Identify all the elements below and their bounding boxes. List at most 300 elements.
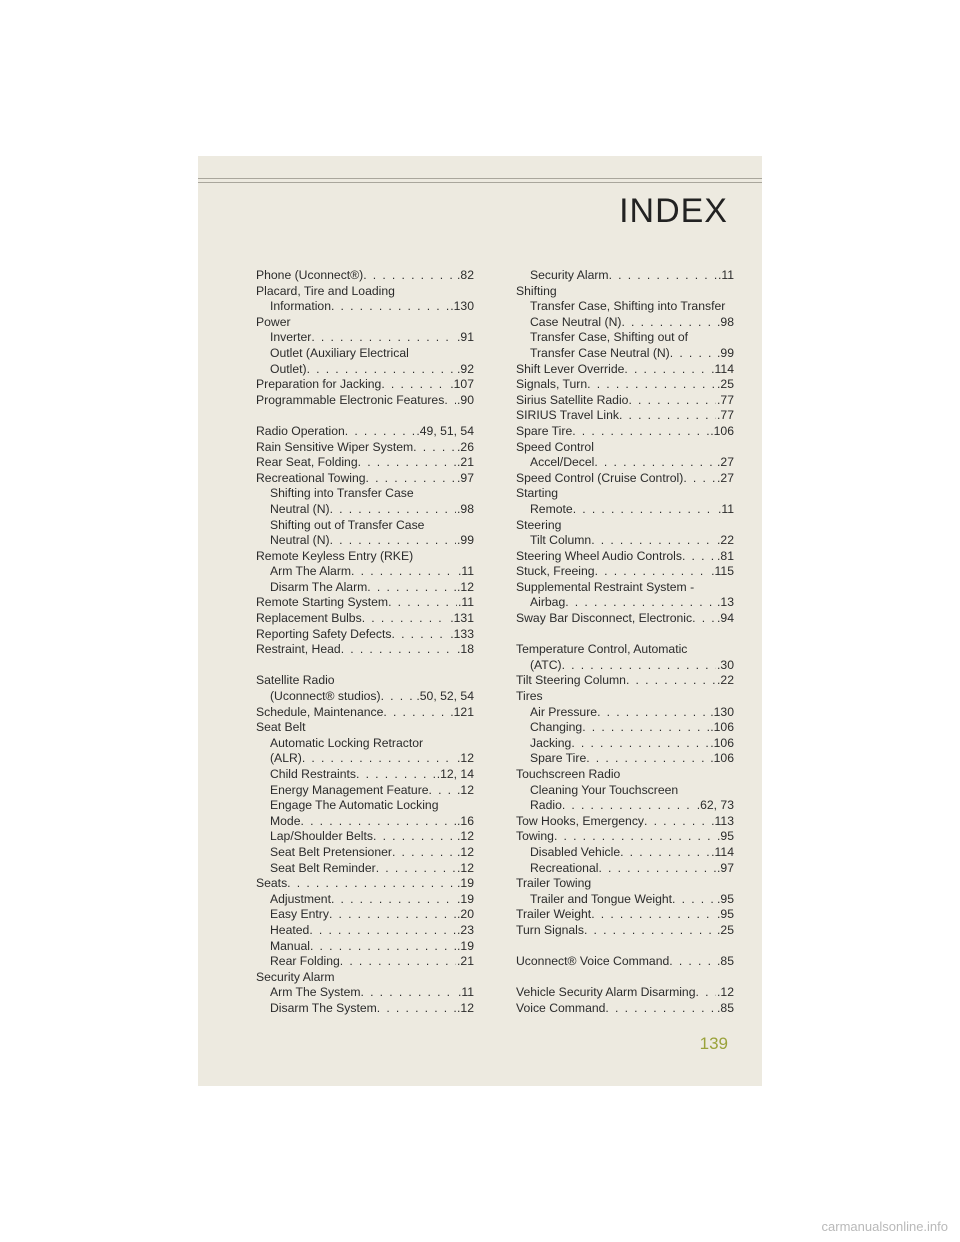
index-subentry xyxy=(256,767,474,783)
entry-page-ref: .49, 51, 54 xyxy=(416,423,474,438)
entry-page-ref: .62, 73 xyxy=(696,798,734,813)
entry-term: Rear Seat, Folding xyxy=(256,455,358,470)
entry-term: Tilt Steering Column xyxy=(516,673,626,688)
entry-page-ref: .95 xyxy=(717,907,734,922)
index-subentry xyxy=(256,783,474,799)
dot-leader xyxy=(383,705,449,721)
entry-page-ref: .115 xyxy=(711,564,734,579)
entry-page-ref: .12 xyxy=(457,844,474,859)
dot-leader xyxy=(356,767,436,783)
entry-page-ref: .22 xyxy=(717,673,734,688)
dot-leader xyxy=(311,330,456,346)
entry-term: Seats xyxy=(256,876,288,891)
index-subentry xyxy=(516,533,734,549)
index-entry xyxy=(256,627,474,643)
entry-term: Changing xyxy=(530,720,583,735)
entry-term: Rear Folding xyxy=(270,954,340,969)
dot-leader xyxy=(565,595,716,611)
entry-term: Accel/Decel xyxy=(530,455,595,470)
index-subentry xyxy=(516,502,734,518)
dot-leader xyxy=(373,829,456,845)
index-subentry xyxy=(256,798,474,814)
dot-leader xyxy=(584,923,716,939)
dot-leader xyxy=(331,299,449,315)
index-entry xyxy=(256,705,474,721)
entry-term: Vehicle Security Alarm Disarming xyxy=(516,985,696,1000)
index-subentry xyxy=(256,299,474,315)
index-entry xyxy=(256,440,474,456)
dot-leader xyxy=(310,939,456,955)
dot-leader xyxy=(692,611,716,627)
index-entry xyxy=(256,424,474,440)
entry-term: Turn Signals xyxy=(516,922,584,937)
entry-term: Seat Belt Pretensioner xyxy=(270,844,392,859)
dot-leader xyxy=(598,861,716,877)
index-subentry xyxy=(516,736,734,752)
index-entry xyxy=(516,689,734,705)
index-entry xyxy=(516,471,734,487)
entry-page-ref: .19 xyxy=(457,876,474,891)
index-entry xyxy=(516,580,734,596)
index-subentry xyxy=(256,486,474,502)
index-gap xyxy=(516,627,734,643)
dot-leader xyxy=(329,907,456,923)
entry-page-ref: .91 xyxy=(457,330,474,345)
dot-leader xyxy=(619,408,716,424)
entry-term: Disabled Vehicle xyxy=(530,844,621,859)
entry-page-ref: .95 xyxy=(717,829,734,844)
entry-page-ref: .77 xyxy=(717,392,734,407)
entry-term: Arm The Alarm xyxy=(270,564,352,579)
index-column-left xyxy=(256,268,474,1017)
index-entry xyxy=(516,814,734,830)
dot-leader xyxy=(341,642,456,658)
dot-leader xyxy=(573,502,717,518)
index-entry xyxy=(256,611,474,627)
entry-page-ref: .11 xyxy=(717,268,734,282)
entry-term: Disarm The Alarm xyxy=(270,579,368,594)
index-entry xyxy=(256,284,474,300)
index-subentry xyxy=(256,954,474,970)
dot-leader xyxy=(392,627,450,643)
entry-page-ref: .25 xyxy=(717,377,734,392)
index-entry xyxy=(256,642,474,658)
dot-leader xyxy=(696,985,717,1001)
index-entry xyxy=(516,284,734,300)
entry-page-ref: .18 xyxy=(457,642,474,657)
entry-page-ref: .27 xyxy=(717,455,734,470)
entry-term: Remote Keyless Entry (RKE) xyxy=(256,548,414,563)
entry-term: Steering Wheel Audio Controls xyxy=(516,548,682,563)
index-subentry xyxy=(256,346,474,362)
entry-term: Tilt Column xyxy=(530,533,592,548)
entry-page-ref: .94 xyxy=(717,611,734,626)
index-subentry xyxy=(256,1001,474,1017)
dot-leader xyxy=(624,362,710,378)
index-entry xyxy=(516,440,734,456)
index-subentry xyxy=(256,689,474,705)
index-entry xyxy=(256,595,474,611)
index-subentry xyxy=(516,455,734,471)
index-entry xyxy=(516,907,734,923)
dot-leader xyxy=(605,1001,716,1017)
entry-page-ref: .11 xyxy=(457,564,474,579)
entry-term: Restraint, Head xyxy=(256,642,341,657)
index-entry xyxy=(516,424,734,440)
index-entry xyxy=(516,876,734,892)
dot-leader xyxy=(361,985,457,1001)
entry-page-ref: .98 xyxy=(717,314,734,329)
entry-term: Airbag xyxy=(530,595,566,610)
entry-term: Spare Tire xyxy=(516,423,573,438)
index-entry xyxy=(256,268,474,284)
entry-term: Security Alarm xyxy=(256,969,335,984)
entry-term: Programmable Electronic Features xyxy=(256,392,445,407)
index-gap xyxy=(516,970,734,986)
entry-page-ref: .50, 52, 54 xyxy=(416,689,474,704)
entry-term: Remote Starting System xyxy=(256,595,389,610)
entry-term: Case Neutral (N) xyxy=(530,314,622,329)
dot-leader xyxy=(340,954,456,970)
entry-term: Signals, Turn xyxy=(516,377,588,392)
dot-leader xyxy=(302,751,456,767)
entry-page-ref: .90 xyxy=(457,392,474,407)
entry-term: Sirius Satellite Radio xyxy=(516,392,629,407)
index-subentry xyxy=(516,892,734,908)
entry-page-ref: .12, 14 xyxy=(436,767,474,781)
index-entry xyxy=(256,471,474,487)
index-entry xyxy=(516,673,734,689)
entry-term: (Uconnect® studios) xyxy=(270,689,381,704)
dot-leader xyxy=(376,861,456,877)
dot-leader xyxy=(358,455,456,471)
index-entry xyxy=(256,549,474,565)
index-subentry xyxy=(516,595,734,611)
index-entry xyxy=(256,673,474,689)
index-subentry xyxy=(256,564,474,580)
dot-leader xyxy=(587,377,716,393)
entry-page-ref: .25 xyxy=(717,922,734,937)
entry-page-ref: .22 xyxy=(717,533,734,548)
index-subentry xyxy=(256,502,474,518)
entry-term: Outlet (Auxiliary Electrical xyxy=(270,345,409,360)
entry-term: Touchscreen Radio xyxy=(516,767,621,781)
index-subentry xyxy=(516,315,734,331)
index-subentry xyxy=(256,985,474,1001)
entry-term: Voice Command xyxy=(516,1000,606,1015)
index-entry xyxy=(256,876,474,892)
entry-page-ref: .97 xyxy=(457,470,474,485)
entry-page-ref: .99 xyxy=(717,345,734,360)
index-gap xyxy=(516,939,734,955)
page-title: INDEX xyxy=(619,192,728,230)
entry-term: Remote xyxy=(530,501,573,516)
index-entry xyxy=(516,486,734,502)
entry-page-ref: .12 xyxy=(457,751,474,766)
entry-page-ref: .27 xyxy=(717,470,734,485)
index-entry xyxy=(516,549,734,565)
entry-term: Spare Tire xyxy=(530,751,587,766)
dot-leader xyxy=(571,736,709,752)
entry-term: Recreational xyxy=(530,860,599,875)
entry-page-ref: .11 xyxy=(717,501,734,516)
index-entry xyxy=(516,518,734,534)
index-subentry xyxy=(516,798,734,814)
index-subentry xyxy=(516,658,734,674)
entry-page-ref: .23 xyxy=(457,922,474,937)
entry-page-ref: .114 xyxy=(711,844,734,859)
entry-page-ref: .30 xyxy=(717,657,734,672)
entry-page-ref: .92 xyxy=(457,361,474,376)
index-subentry xyxy=(516,783,734,799)
index-entry xyxy=(256,377,474,393)
entry-page-ref: .12 xyxy=(457,829,474,844)
entry-term: Trailer Towing xyxy=(516,876,592,891)
entry-term: Recreational Towing xyxy=(256,470,366,485)
entry-term: Towing xyxy=(516,829,554,844)
index-subentry xyxy=(256,362,474,378)
entry-term: Inverter xyxy=(270,330,312,345)
dot-leader xyxy=(366,471,457,487)
entry-page-ref: .98 xyxy=(457,501,474,516)
entry-term: Starting xyxy=(516,486,559,501)
entry-page-ref: .21 xyxy=(457,954,474,969)
dot-leader xyxy=(307,362,456,378)
entry-term: Sway Bar Disconnect, Electronic xyxy=(516,611,693,626)
dot-leader xyxy=(345,424,416,440)
entry-term: Reporting Safety Defects xyxy=(256,626,392,641)
entry-page-ref: .12 xyxy=(457,782,474,797)
entry-page-ref: .11 xyxy=(457,985,474,1000)
entry-term: Manual xyxy=(270,938,310,953)
entry-term: Seat Belt Reminder xyxy=(270,860,376,875)
entry-term: Seat Belt xyxy=(256,720,306,735)
dot-leader xyxy=(595,564,711,580)
index-subentry xyxy=(256,751,474,767)
entry-page-ref: .121 xyxy=(450,704,474,719)
watermark: carmanualsonline.info xyxy=(821,1219,948,1234)
entry-page-ref: .106 xyxy=(710,735,734,750)
index-entry xyxy=(256,393,474,409)
index-entry xyxy=(516,985,734,1001)
entry-term: Shifting into Transfer Case xyxy=(270,486,414,501)
entry-term: Transfer Case, Shifting into Transfer xyxy=(530,299,726,314)
dot-leader xyxy=(362,611,450,627)
entry-page-ref: .130 xyxy=(710,704,734,719)
dot-leader xyxy=(670,346,716,362)
entry-term: Stuck, Freeing xyxy=(516,564,595,579)
index-entry xyxy=(516,611,734,627)
dot-leader xyxy=(392,845,456,861)
entry-term: Transfer Case, Shifting out of xyxy=(530,330,689,345)
dot-leader xyxy=(591,533,716,549)
index-entry xyxy=(516,564,734,580)
entry-page-ref: .106 xyxy=(710,423,734,438)
entry-term: Neutral (N) xyxy=(270,501,330,516)
dot-leader xyxy=(562,658,716,674)
header-rule-top xyxy=(198,178,762,179)
entry-term: Cleaning Your Touchscreen xyxy=(530,782,679,797)
dot-leader xyxy=(301,814,457,830)
dot-leader xyxy=(331,892,456,908)
page-number: 139 xyxy=(699,1034,728,1053)
entry-term: Uconnect® Voice Command xyxy=(516,954,670,969)
dot-leader xyxy=(628,393,716,409)
entry-term: Neutral (N) xyxy=(270,533,330,548)
entry-term: Outlet) xyxy=(270,361,307,376)
entry-page-ref: .106 xyxy=(710,751,734,766)
entry-term: Replacement Bulbs xyxy=(256,611,362,626)
entry-term: Transfer Case Neutral (N) xyxy=(530,345,670,360)
entry-page-ref: .12 xyxy=(457,579,474,594)
entry-term: Rain Sensitive Wiper System xyxy=(256,439,414,454)
dot-leader xyxy=(381,377,449,393)
index-gap xyxy=(256,658,474,674)
dot-leader xyxy=(377,1001,456,1017)
dot-leader xyxy=(330,533,456,549)
dot-leader xyxy=(609,268,717,284)
entry-page-ref: .106 xyxy=(710,720,734,735)
entry-term: Child Restraints xyxy=(270,767,357,781)
entry-term: Engage The Automatic Locking xyxy=(270,798,439,813)
dot-leader xyxy=(591,907,716,923)
index-subentry xyxy=(256,861,474,877)
dot-leader xyxy=(682,549,716,565)
entry-term: Arm The System xyxy=(270,985,361,1000)
entry-term: Satellite Radio xyxy=(256,673,335,688)
dot-leader xyxy=(309,923,456,939)
entry-page-ref: .97 xyxy=(717,860,734,875)
entry-page-ref: .85 xyxy=(717,954,734,969)
dot-leader xyxy=(621,315,716,331)
index-entry xyxy=(516,923,734,939)
dot-leader xyxy=(367,580,456,596)
index-entry xyxy=(516,1001,734,1017)
dot-leader xyxy=(444,393,456,409)
index-subentry xyxy=(516,268,734,284)
index-subentry xyxy=(516,861,734,877)
entry-term: Preparation for Jacking xyxy=(256,377,382,392)
entry-term: Radio Operation xyxy=(256,423,345,438)
entry-term: Steering xyxy=(516,517,562,532)
entry-term: Schedule, Maintenance xyxy=(256,704,384,719)
entry-term: Trailer and Tongue Weight xyxy=(530,891,673,906)
entry-term: Energy Management Feature xyxy=(270,782,429,797)
index-entry xyxy=(516,362,734,378)
dot-leader xyxy=(586,751,709,767)
dot-leader xyxy=(287,876,456,892)
index-subentry xyxy=(256,907,474,923)
entry-page-ref: .85 xyxy=(717,1000,734,1015)
entry-term: Automatic Locking Retractor xyxy=(270,735,424,750)
index-subentry xyxy=(516,330,734,346)
dot-leader xyxy=(562,798,696,814)
entry-page-ref: .19 xyxy=(457,938,474,953)
entry-page-ref: .81 xyxy=(717,548,734,563)
entry-page-ref: .26 xyxy=(457,439,474,454)
entry-page-ref: .19 xyxy=(457,891,474,906)
index-column-right xyxy=(516,268,734,1017)
index-subentry xyxy=(256,330,474,346)
entry-term: Heated xyxy=(270,922,310,937)
dot-leader xyxy=(620,845,710,861)
entry-term: Lap/Shoulder Belts xyxy=(270,829,373,844)
dot-leader xyxy=(594,455,716,471)
entry-page-ref: .99 xyxy=(457,533,474,548)
entry-term: Shift Lever Override xyxy=(516,361,625,376)
index-entry xyxy=(516,408,734,424)
entry-term: Radio xyxy=(530,798,562,813)
dot-leader xyxy=(572,424,709,440)
index-subentry xyxy=(256,892,474,908)
entry-term: Supplemental Restraint System - xyxy=(516,579,695,594)
index-subentry xyxy=(256,518,474,534)
entry-term: Air Pressure xyxy=(530,704,598,719)
index-entry xyxy=(516,377,734,393)
index-subentry xyxy=(256,814,474,830)
entry-page-ref: .114 xyxy=(711,361,734,376)
dot-leader xyxy=(351,564,457,580)
header-rule-bottom xyxy=(198,182,762,183)
entry-term: Mode xyxy=(270,813,301,828)
dot-leader xyxy=(413,440,456,456)
dot-leader xyxy=(582,720,709,736)
entry-term: Trailer Weight xyxy=(516,907,592,922)
entry-term: Shifting out of Transfer Case xyxy=(270,517,425,532)
index-subentry xyxy=(256,580,474,596)
index-subentry xyxy=(256,923,474,939)
entry-term: Speed Control xyxy=(516,439,594,454)
index-subentry xyxy=(256,533,474,549)
entry-page-ref: .16 xyxy=(457,813,474,828)
entry-term: (ATC) xyxy=(530,657,562,672)
dot-leader xyxy=(644,814,710,830)
entry-term: Temperature Control, Automatic xyxy=(516,642,688,657)
index-subentry xyxy=(516,845,734,861)
entry-page-ref: .107 xyxy=(450,377,474,392)
index-subentry xyxy=(516,346,734,362)
index-entry xyxy=(516,829,734,845)
entry-page-ref: .21 xyxy=(457,455,474,470)
entry-page-ref: .12 xyxy=(457,1000,474,1015)
index-entry xyxy=(256,315,474,331)
entry-page-ref: .95 xyxy=(717,891,734,906)
dot-leader xyxy=(672,892,716,908)
entry-page-ref: .13 xyxy=(717,595,734,610)
entry-term: Security Alarm xyxy=(530,268,609,282)
index-subentry xyxy=(256,829,474,845)
entry-page-ref: .113 xyxy=(711,813,734,828)
index-gap xyxy=(256,408,474,424)
index-subentry xyxy=(516,751,734,767)
dot-leader xyxy=(363,268,456,284)
dot-leader xyxy=(388,595,457,611)
entry-term: Speed Control (Cruise Control) xyxy=(516,470,684,485)
dot-leader xyxy=(597,705,709,721)
entry-page-ref: .11 xyxy=(457,595,474,610)
entry-term: Easy Entry xyxy=(270,907,329,922)
entry-page-ref: .82 xyxy=(457,268,474,282)
dot-leader xyxy=(429,783,457,799)
entry-term: Disarm The System xyxy=(270,1000,377,1015)
entry-term: Jacking xyxy=(530,735,572,750)
index-page xyxy=(198,156,762,1086)
entry-term: Shifting xyxy=(516,283,557,298)
index-entry xyxy=(256,455,474,471)
index-subentry xyxy=(516,705,734,721)
index-entry xyxy=(516,642,734,658)
entry-page-ref: .131 xyxy=(450,611,474,626)
